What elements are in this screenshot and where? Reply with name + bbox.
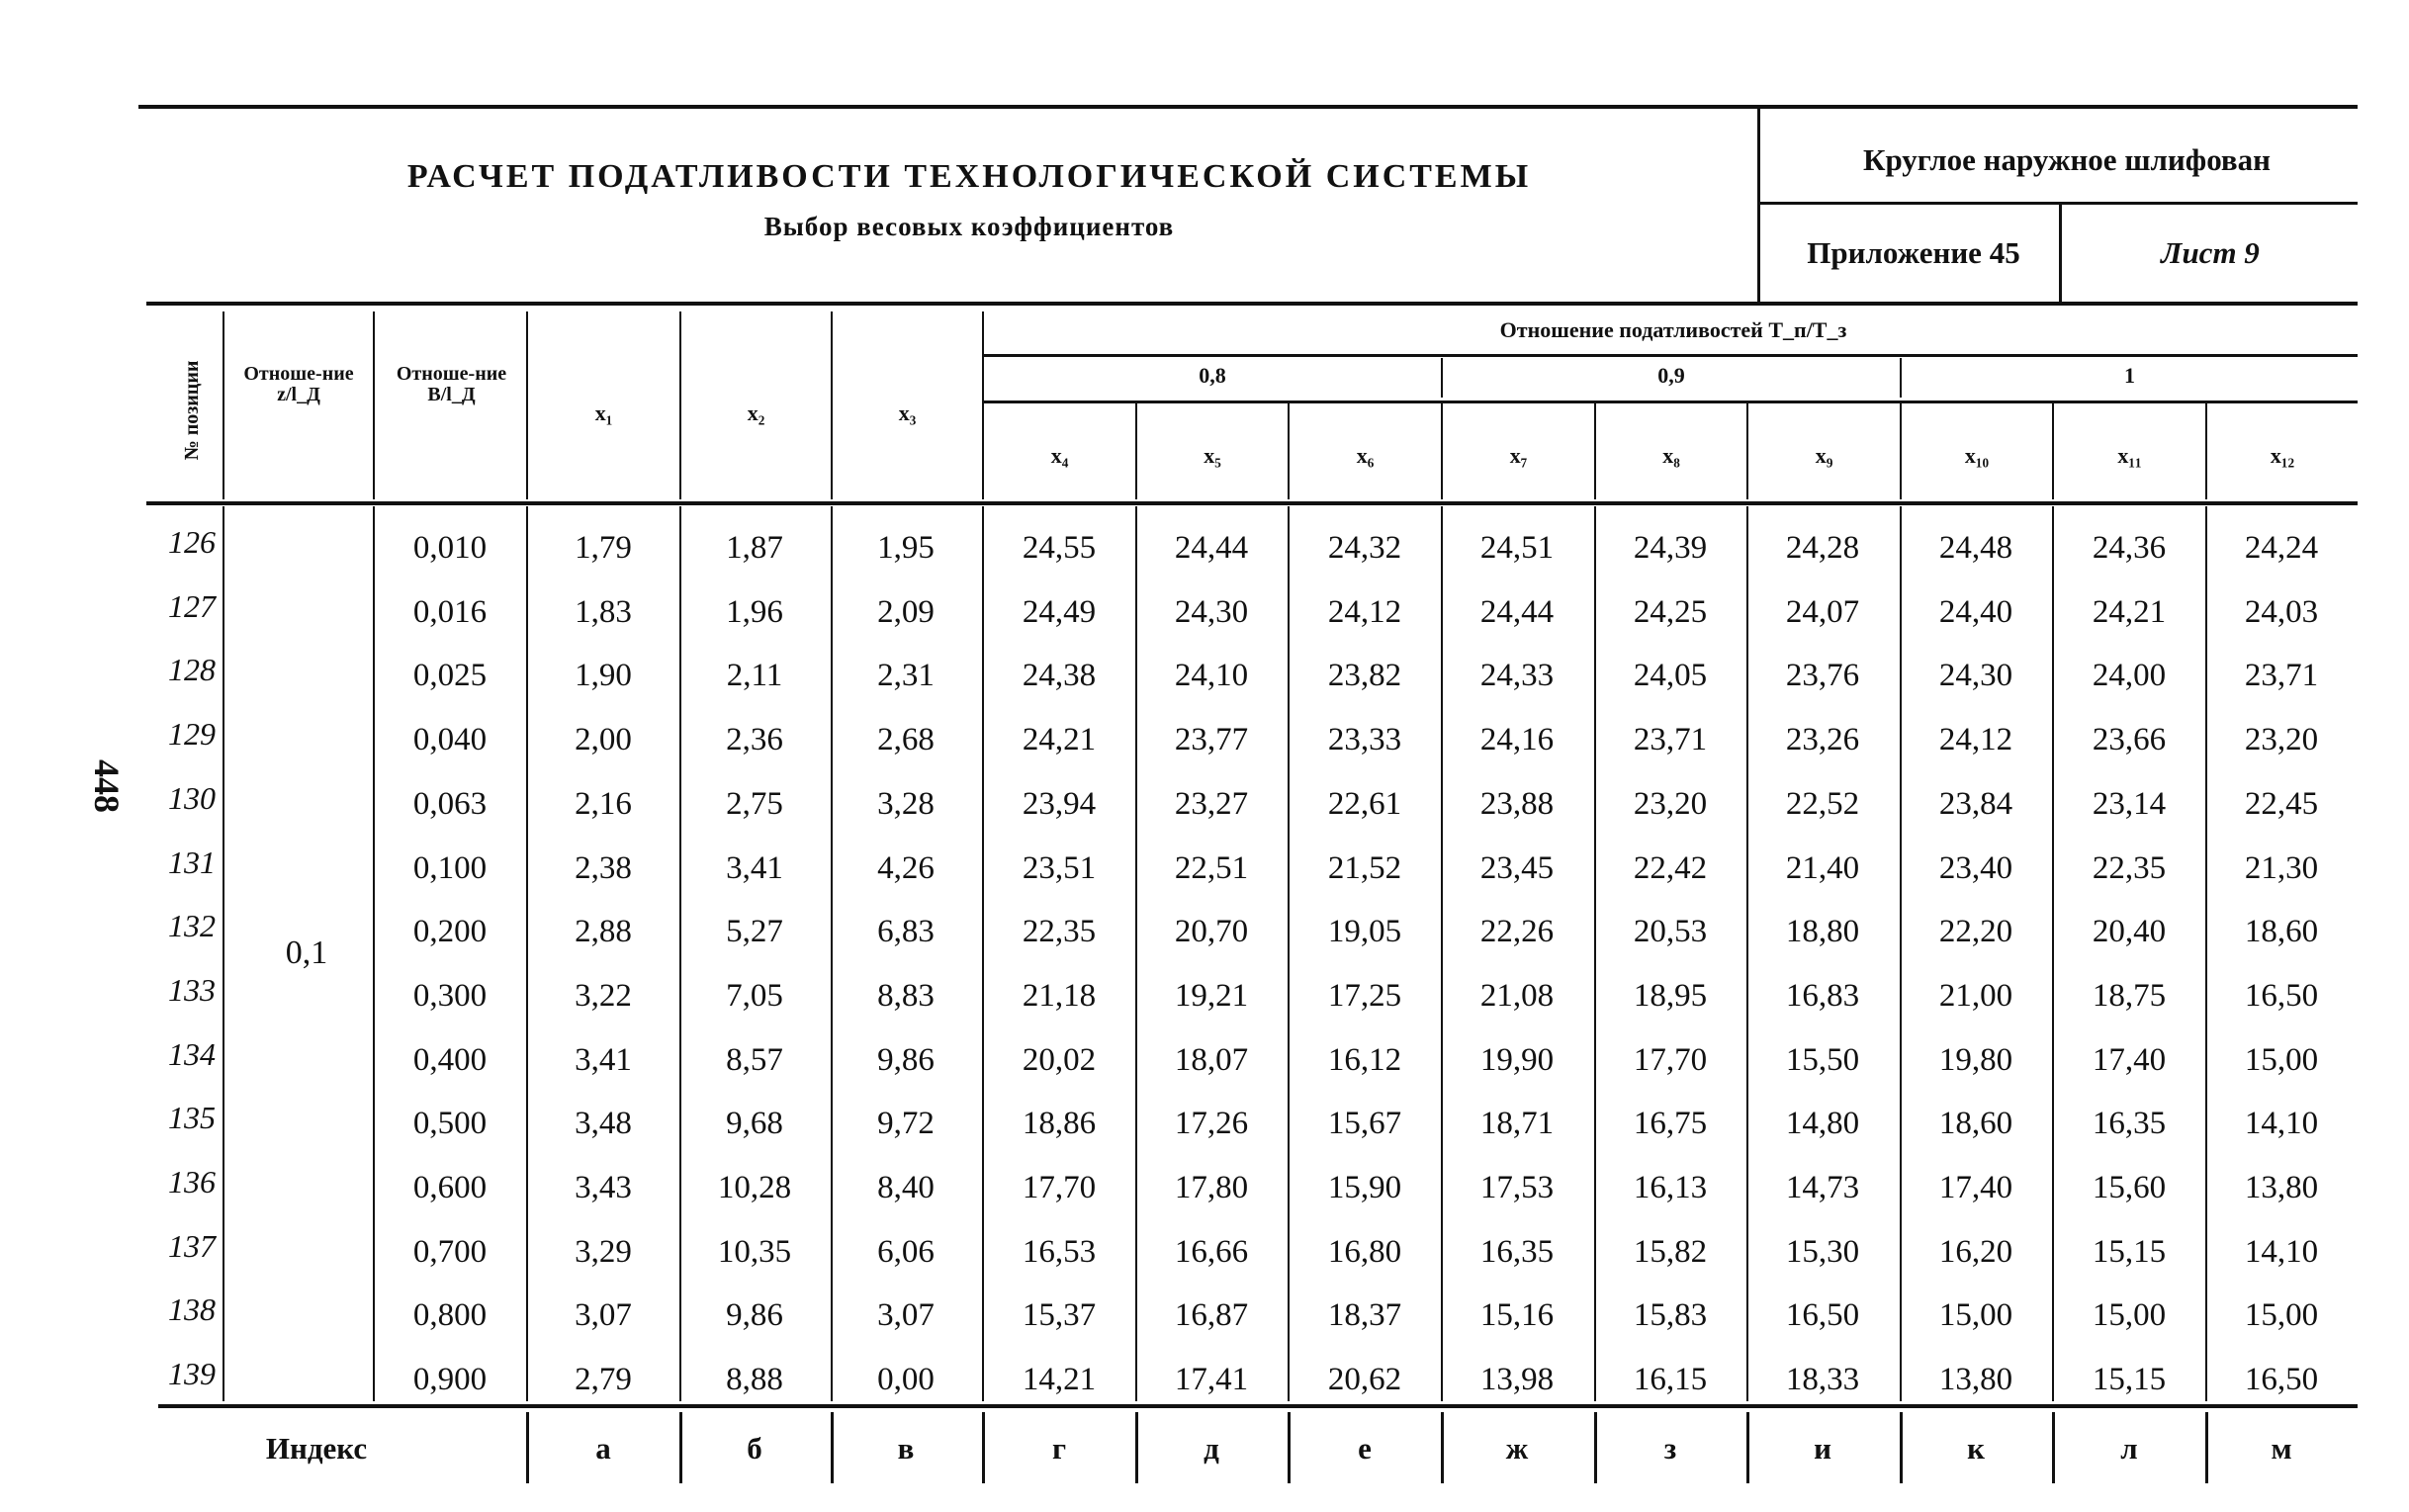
value-cell: 3,22: [575, 977, 632, 1014]
value-cell: 22,26: [1479, 914, 1555, 950]
value-cell: 23,33: [1327, 722, 1402, 758]
index-letter: м: [2271, 1431, 2292, 1466]
value-cell: 15,15: [2092, 1233, 2167, 1270]
value-cell: 16,35: [1479, 1233, 1555, 1270]
header-top-rule: [146, 302, 2358, 306]
index-divider: [2205, 1412, 2208, 1483]
page-subtitle: Выбор весовых коэффициентов: [763, 212, 1175, 241]
value-cell: 15,82: [1633, 1233, 1708, 1270]
value-cell: 14,21: [1022, 1362, 1097, 1398]
value-cell: 19,21: [1174, 977, 1249, 1014]
value-cell: 22,52: [1785, 785, 1860, 822]
value-cell: 17,40: [2092, 1041, 2167, 1078]
index-letter: к: [1967, 1431, 1985, 1466]
value-cell: 15,15: [2092, 1362, 2167, 1398]
top-rule: [138, 105, 2358, 109]
position-number: 132: [168, 908, 216, 944]
x1-header: x₁: [594, 400, 613, 425]
ratio-b-cell: 0,010: [412, 530, 488, 566]
value-cell: 14,73: [1785, 1170, 1860, 1205]
value-cell: 3,29: [575, 1233, 632, 1270]
value-cell: 14,80: [1785, 1106, 1860, 1142]
value-cell: 22,42: [1633, 849, 1708, 886]
value-cell: 18,60: [1938, 1106, 2013, 1142]
value-cell: 24,16: [1479, 722, 1555, 758]
value-cell: 24,30: [1938, 658, 2013, 694]
index-letter: з: [1663, 1431, 1677, 1466]
value-cell: 13,98: [1479, 1362, 1555, 1398]
value-cell: 18,37: [1327, 1297, 1402, 1334]
value-cell: 24,36: [2092, 530, 2167, 566]
index-letter: б: [747, 1431, 762, 1466]
value-cell: 23,77: [1174, 722, 1249, 758]
value-cell: 13,80: [2244, 1170, 2319, 1205]
value-cell: 1,95: [877, 530, 935, 566]
value-cell: 13,80: [1938, 1362, 2013, 1398]
index-divider: [679, 1412, 682, 1483]
value-cell: 18,86: [1022, 1106, 1097, 1142]
value-cell: 23,71: [1633, 722, 1708, 758]
value-cell: 23,45: [1479, 849, 1555, 886]
value-cell: 15,16: [1479, 1297, 1555, 1334]
value-cell: 22,35: [1022, 914, 1097, 950]
ratio-b-cell: 0,400: [412, 1041, 488, 1078]
value-cell: 20,02: [1022, 1041, 1097, 1078]
value-cell: 3,48: [575, 1106, 632, 1142]
position-number: 134: [168, 1035, 216, 1072]
value-cell: 1,96: [726, 593, 783, 630]
value-cell: 18,95: [1633, 977, 1708, 1014]
value-cell: 16,12: [1327, 1041, 1402, 1078]
col-divider: [526, 506, 528, 1401]
value-cell: 18,60: [2244, 914, 2319, 950]
value-cell: 17,80: [1174, 1170, 1249, 1205]
appendix-divider: [2059, 204, 2062, 304]
value-cell: 24,44: [1174, 530, 1249, 566]
value-cell: 15,00: [2092, 1297, 2167, 1334]
value-cell: 24,24: [2244, 530, 2319, 566]
value-cell: 22,45: [2244, 785, 2319, 822]
value-cell: 21,30: [2244, 849, 2319, 886]
value-cell: 21,40: [1785, 849, 1860, 886]
value-cell: 23,51: [1022, 849, 1097, 886]
value-cell: 23,88: [1479, 785, 1555, 822]
ratio-b-cell: 0,200: [412, 914, 488, 950]
value-cell: 15,30: [1785, 1233, 1860, 1270]
value-cell: 2,68: [877, 722, 935, 758]
value-cell: 15,50: [1785, 1041, 1860, 1078]
index-divider: [1135, 1412, 1138, 1483]
value-cell: 24,32: [1327, 530, 1402, 566]
value-cell: 10,28: [717, 1170, 792, 1205]
col-divider: [982, 506, 984, 1401]
ratio-b-cell: 0,025: [412, 658, 488, 694]
value-cell: 24,03: [2244, 593, 2319, 630]
value-cell: 9,72: [877, 1106, 935, 1142]
value-cell: 2,88: [575, 914, 632, 950]
ratio-b-cell: 0,016: [412, 593, 488, 630]
value-cell: 1,90: [575, 658, 632, 694]
group-rule: [984, 354, 2358, 357]
value-cell: 15,83: [1633, 1297, 1708, 1334]
index-divider: [1900, 1412, 1903, 1483]
value-cell: 22,61: [1327, 785, 1402, 822]
group-divider: [1441, 358, 1443, 398]
value-cell: 17,41: [1174, 1362, 1249, 1398]
body-bottom-rule: [158, 1404, 2358, 1408]
value-cell: 8,57: [726, 1041, 783, 1078]
col-divider: [982, 311, 984, 499]
value-cell: 22,35: [2092, 849, 2167, 886]
value-cell: 1,79: [575, 530, 632, 566]
index-divider: [1441, 1412, 1444, 1483]
x9-header: x₉: [1815, 443, 1833, 468]
group-0-9: 0,9: [1657, 363, 1685, 388]
value-cell: 16,53: [1022, 1233, 1097, 1270]
position-number: 137: [168, 1227, 216, 1264]
value-cell: 24,33: [1479, 658, 1555, 694]
value-cell: 15,37: [1022, 1297, 1097, 1334]
value-cell: 24,38: [1022, 658, 1097, 694]
value-cell: 20,62: [1327, 1362, 1402, 1398]
position-number: 127: [168, 587, 216, 624]
value-cell: 16,20: [1938, 1233, 2013, 1270]
position-number: 139: [168, 1356, 216, 1392]
value-cell: 10,35: [717, 1233, 792, 1270]
value-cell: 23,84: [1938, 785, 2013, 822]
value-cell: 8,40: [877, 1170, 935, 1205]
value-cell: 24,30: [1174, 593, 1249, 630]
value-cell: 23,40: [1938, 849, 2013, 886]
value-cell: 2,38: [575, 849, 632, 886]
value-cell: 3,07: [877, 1297, 935, 1334]
value-cell: 16,83: [1785, 977, 1860, 1014]
value-cell: 18,80: [1785, 914, 1860, 950]
value-cell: 14,10: [2244, 1106, 2319, 1142]
ratio-b-header: Отноше-ние B/l_Д: [396, 363, 507, 405]
value-cell: 2,31: [877, 658, 935, 694]
value-cell: 23,14: [2092, 785, 2167, 822]
value-cell: 23,94: [1022, 785, 1097, 822]
x4-header: x₄: [1050, 443, 1069, 468]
value-cell: 3,41: [575, 1041, 632, 1078]
sheet-label: Лист 9: [2161, 235, 2260, 270]
value-cell: 24,00: [2092, 658, 2167, 694]
index-letter: в: [897, 1431, 915, 1466]
x10-header: x₁₀: [1964, 443, 1990, 468]
value-cell: 16,35: [2092, 1106, 2167, 1142]
value-cell: 24,05: [1633, 658, 1708, 694]
index-letter: д: [1204, 1431, 1219, 1466]
value-cell: 7,05: [726, 977, 783, 1014]
value-cell: 23,27: [1174, 785, 1249, 822]
value-cell: 6,06: [877, 1233, 935, 1270]
index-letter: и: [1814, 1431, 1831, 1466]
value-cell: 4,26: [877, 849, 935, 886]
value-cell: 21,00: [1938, 977, 2013, 1014]
value-cell: 23,76: [1785, 658, 1860, 694]
value-cell: 16,80: [1327, 1233, 1402, 1270]
value-cell: 1,83: [575, 593, 632, 630]
value-cell: 24,21: [1022, 722, 1097, 758]
value-cell: 16,15: [1633, 1362, 1708, 1398]
value-cell: 24,12: [1938, 722, 2013, 758]
ratio-b-cell: 0,300: [412, 977, 488, 1014]
value-cell: 24,25: [1633, 593, 1708, 630]
section-name: Круглое наружное шлифован: [1862, 142, 2272, 177]
x11-header: x₁₁: [2117, 443, 2142, 468]
value-cell: 23,66: [2092, 722, 2167, 758]
col-divider: [1288, 506, 1290, 1401]
value-cell: 16,66: [1174, 1233, 1249, 1270]
position-number: 133: [168, 971, 216, 1008]
value-cell: 8,88: [726, 1362, 783, 1398]
value-cell: 2,36: [726, 722, 783, 758]
value-cell: 16,50: [2244, 1362, 2319, 1398]
value-cell: 24,40: [1938, 593, 2013, 630]
value-cell: 23,82: [1327, 658, 1402, 694]
compliance-ratio-header: Отношение податливостей Т_п/Т_з: [1499, 317, 1847, 342]
value-cell: 24,10: [1174, 658, 1249, 694]
index-letter: е: [1358, 1431, 1372, 1466]
value-cell: 16,13: [1633, 1170, 1708, 1205]
group-divider: [1900, 358, 1902, 398]
value-cell: 5,27: [726, 914, 783, 950]
value-cell: 15,90: [1327, 1170, 1402, 1205]
value-cell: 24,28: [1785, 530, 1860, 566]
value-cell: 21,52: [1327, 849, 1402, 886]
value-cell: 16,50: [1785, 1297, 1860, 1334]
value-cell: 8,83: [877, 977, 935, 1014]
value-cell: 9,86: [877, 1041, 935, 1078]
position-number: 138: [168, 1291, 216, 1328]
value-cell: 20,70: [1174, 914, 1249, 950]
value-cell: 19,05: [1327, 914, 1402, 950]
index-letter: а: [595, 1431, 611, 1466]
value-cell: 24,21: [2092, 593, 2167, 630]
value-cell: 16,50: [2244, 977, 2319, 1014]
value-cell: 2,09: [877, 593, 935, 630]
value-cell: 18,33: [1785, 1362, 1860, 1398]
value-cell: 24,07: [1785, 593, 1860, 630]
value-cell: 24,51: [1479, 530, 1555, 566]
value-cell: 17,53: [1479, 1170, 1555, 1205]
x2-header: x₂: [747, 400, 765, 425]
value-cell: 14,10: [2244, 1233, 2319, 1270]
value-cell: 3,41: [726, 849, 783, 886]
title-block-divider: [1757, 109, 1760, 304]
header-bottom-rule: [146, 501, 2358, 505]
ratio-b-cell: 0,100: [412, 849, 488, 886]
value-cell: 20,40: [2092, 914, 2167, 950]
group-0-8: 0,8: [1199, 363, 1226, 388]
value-cell: 2,00: [575, 722, 632, 758]
position-header: № позиции: [181, 360, 203, 461]
value-cell: 21,18: [1022, 977, 1097, 1014]
value-cell: 23,71: [2244, 658, 2319, 694]
value-cell: 3,28: [877, 785, 935, 822]
ratio-b-cell: 0,063: [412, 785, 488, 822]
index-divider: [2052, 1412, 2055, 1483]
ratio-b-cell: 0,040: [412, 722, 488, 758]
value-cell: 19,80: [1938, 1041, 2013, 1078]
position-number: 135: [168, 1100, 216, 1136]
position-number: 129: [168, 716, 216, 753]
position-number: 136: [168, 1164, 216, 1200]
col-divider: [223, 506, 224, 1401]
value-cell: 23,20: [1633, 785, 1708, 822]
value-cell: 23,26: [1785, 722, 1860, 758]
ratio-b-cell: 0,700: [412, 1233, 488, 1270]
value-cell: 15,67: [1327, 1106, 1402, 1142]
index-divider: [982, 1412, 985, 1483]
value-cell: 15,00: [1938, 1297, 2013, 1334]
index-label: Индекс: [265, 1431, 368, 1466]
value-cell: 17,25: [1327, 977, 1402, 1014]
value-cell: 18,71: [1479, 1106, 1555, 1142]
x3-header: x₃: [898, 400, 917, 425]
index-divider: [831, 1412, 834, 1483]
value-cell: 2,79: [575, 1362, 632, 1398]
value-cell: 20,53: [1633, 914, 1708, 950]
value-cell: 17,40: [1938, 1170, 2013, 1205]
col-divider: [373, 311, 375, 499]
value-cell: 15,00: [2244, 1297, 2319, 1334]
value-cell: 23,20: [2244, 722, 2319, 758]
value-cell: 16,87: [1174, 1297, 1249, 1334]
index-divider: [526, 1412, 529, 1483]
x5-header: x₅: [1204, 443, 1221, 468]
col-divider: [373, 506, 375, 1401]
position-number: 131: [168, 844, 216, 880]
subgroup-rule: [984, 400, 2358, 403]
value-cell: 24,49: [1022, 593, 1097, 630]
value-cell: 2,16: [575, 785, 632, 822]
value-cell: 9,68: [726, 1106, 783, 1142]
ratio-b-cell: 0,900: [412, 1362, 488, 1398]
value-cell: 0,00: [877, 1362, 935, 1398]
value-cell: 24,12: [1327, 593, 1402, 630]
value-cell: 24,44: [1479, 593, 1555, 630]
index-letter: ж: [1505, 1431, 1529, 1466]
value-cell: 3,07: [575, 1297, 632, 1334]
value-cell: 17,70: [1022, 1170, 1097, 1205]
position-number: 128: [168, 652, 216, 688]
ratio-z-header: Отноше-ние z/l_Д: [243, 363, 354, 405]
value-cell: 24,55: [1022, 530, 1097, 566]
value-cell: 22,20: [1938, 914, 2013, 950]
page-number: 448: [87, 759, 127, 813]
value-cell: 3,43: [575, 1170, 632, 1205]
index-letter: г: [1051, 1431, 1067, 1466]
position-number: 126: [168, 524, 216, 560]
index-letter: л: [2120, 1431, 2138, 1466]
page-title: РАСЧЕТ ПОДАТЛИВОСТИ ТЕХНОЛОГИЧЕСКОЙ СИСТЕМЫ: [406, 158, 1532, 195]
x8-header: x₈: [1662, 443, 1680, 468]
value-cell: 18,07: [1174, 1041, 1249, 1078]
ratio-b-cell: 0,800: [412, 1297, 488, 1334]
value-cell: 18,75: [2092, 977, 2167, 1014]
ratio-b-cell: 0,600: [412, 1170, 488, 1205]
value-cell: 21,08: [1479, 977, 1555, 1014]
x6-header: x₆: [1356, 443, 1375, 468]
appendix-label: Приложение 45: [1807, 235, 2020, 270]
index-divider: [1746, 1412, 1749, 1483]
value-cell: 17,70: [1633, 1041, 1708, 1078]
index-divider: [1594, 1412, 1597, 1483]
value-cell: 19,90: [1479, 1041, 1555, 1078]
value-cell: 22,51: [1174, 849, 1249, 886]
value-cell: 17,26: [1174, 1106, 1249, 1142]
position-number: 130: [168, 779, 216, 816]
ratio-b-cell: 0,500: [412, 1106, 488, 1142]
col-divider: [2052, 506, 2054, 1401]
value-cell: 9,86: [726, 1297, 783, 1334]
x12-header: x₁₂: [2270, 443, 2295, 468]
x7-header: x₇: [1509, 443, 1528, 468]
value-cell: 6,83: [877, 914, 935, 950]
value-cell: 15,60: [2092, 1170, 2167, 1205]
value-cell: 1,87: [726, 530, 783, 566]
index-divider: [1288, 1412, 1291, 1483]
value-cell: 2,75: [726, 785, 783, 822]
ratio-z-value: 0,1: [285, 934, 328, 971]
value-cell: 24,48: [1938, 530, 2013, 566]
value-cell: 15,00: [2244, 1041, 2319, 1078]
value-cell: 16,75: [1633, 1106, 1708, 1142]
col-divider: [223, 311, 224, 499]
value-cell: 24,39: [1633, 530, 1708, 566]
value-cell: 2,11: [726, 658, 783, 694]
group-1: 1: [2124, 363, 2135, 388]
